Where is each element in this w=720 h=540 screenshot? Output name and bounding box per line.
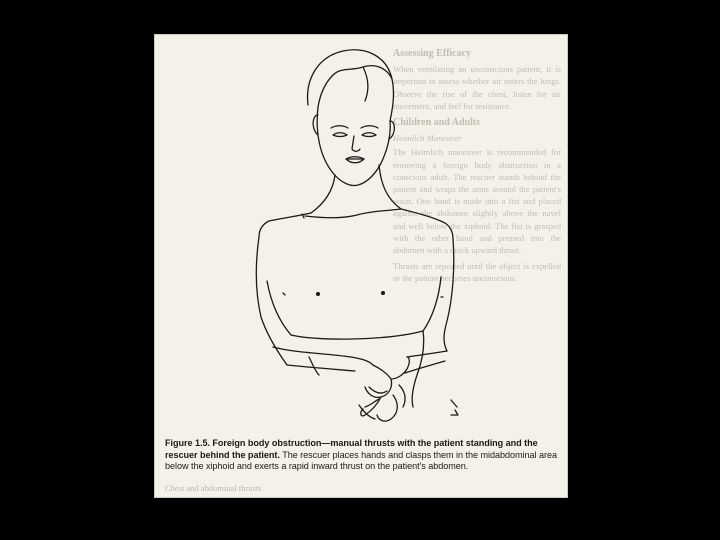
right-arm	[444, 239, 454, 351]
scanned-page	[154, 34, 568, 498]
caption-body: The rescuer places hands and clasps them in the midabdominal area below the xiphoid and exerts a rapid inward thrust on the patient's abdomen.	[165, 449, 557, 472]
patient-illustration	[155, 35, 567, 435]
rescuer-left-forearm	[273, 347, 373, 365]
faded-paragraph-3: Thrusts are repeated until the object is expelled or the patient becomes unconscious.	[393, 261, 561, 284]
faded-heading-1: Assessing Efficacy	[393, 48, 472, 59]
figure-caption	[165, 438, 559, 473]
hair-outline	[308, 50, 394, 121]
faded-heading-2: Children and Adults	[393, 117, 481, 129]
rescuer-right-forearm	[407, 351, 447, 357]
faded-footer-text: Chest and abdominal thrusts	[165, 483, 262, 493]
faded-paragraph-1: When ventilating an unconscious patient, it is important to assess whether air enters the lungs. Observe the rise of the chest, listen for air movement, and feel for resistance.	[393, 64, 561, 111]
caption-title: Figure 1.5. Foreign body obstruction—manual thrusts with the patient standing and the rescuer behind the patient.	[165, 438, 538, 460]
faded-paragraph-2: The Heimlich maneuver is recommended for removing a foreign body obstruction in a conscious adult. The rescuer stands behind the patient and wraps the arms around the patient's waist. One hand is made into a fist and placed against the abdomen slightly above the navel and well below the xiphoid. The fist is grasped with the other hand and pressed into the abdomen with a quick upward thrust.	[393, 147, 561, 256]
face-outline	[317, 107, 390, 186]
faded-subheading-2: Heimlich Maneuver	[393, 133, 462, 144]
